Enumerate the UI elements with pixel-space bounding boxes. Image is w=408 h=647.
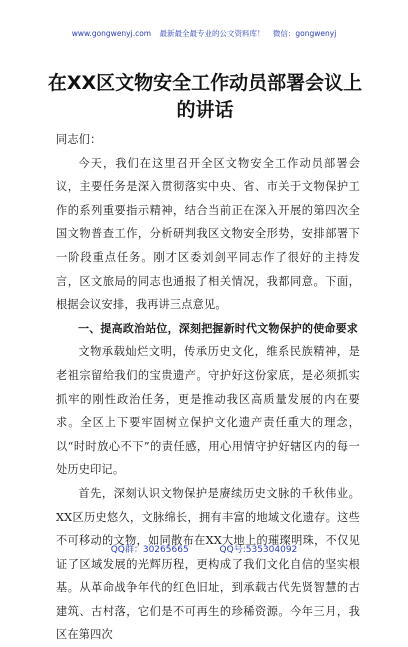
wechat-id: 微信：gongwenyj	[272, 29, 337, 38]
site-header	[0, 28, 408, 39]
site-slogan: 最新最全最专业的公文资料库！	[159, 29, 265, 38]
salutation: 同志们：	[56, 133, 102, 146]
intro-paragraph: 今天，我们在这里召开全区文物安全工作动员部署会议，主要任务是深入贯彻落实中央、省、市关于文物保护工作的系列重要指示精神，结合当前正在深入开展的第四次全国文物普查工作，分析研判我区文物安全形势，安排部署下一阶段重点任务。刚才区委刘剑平同志作了很好的主持发言，区文旅局的同志也通报了相关情况，我都同意。下面，根据会议安排，我再讲三点意见。	[56, 156, 360, 312]
qq-group: QQ群：30265665	[110, 545, 189, 555]
body-paragraph: 首先，深刻认识文物保护是赓续历史文脉的千秋伟业。XX区历史悠久，文脉绵长，拥有丰富的地域文化遗存。这些不可移动的文物，如同散布在XX大地上的璀璨明珠，不仅见证了区域发展的光辉历程，更构成了我们文化自信的坚实根基。从革命战争年代的红色旧址，到承载古代先贤智慧的古建筑、古村落，它们是不可再生的珍稀资源。今年三月，我区在第四次	[56, 486, 360, 642]
site-url-link[interactable]: www.gongwenyj.com	[71, 29, 152, 38]
page-footer	[0, 542, 408, 555]
document-title: 在XX区文物安全工作动员部署会议上的讲话	[47, 72, 363, 121]
section-heading: 一、提高政治站位，深刻把握新时代文物保护的使命要求	[78, 321, 358, 335]
qq-number: QQ号:535304092	[219, 545, 298, 555]
body-paragraph: 文物承载灿烂文明，传承历史文化，维系民族精神，是老祖宗留给我们的宝贵遗产。守护好这份家底，是必须抓实抓牢的刚性政治任务，更是推动我区高质量发展的内在要求。全区上下要牢固树立保护文化遗产责任重大的理念，以“时时放心不下”的责任感，用心用情守护好辖区内的每一处历史印记。	[56, 345, 360, 477]
document-body	[56, 128, 360, 647]
